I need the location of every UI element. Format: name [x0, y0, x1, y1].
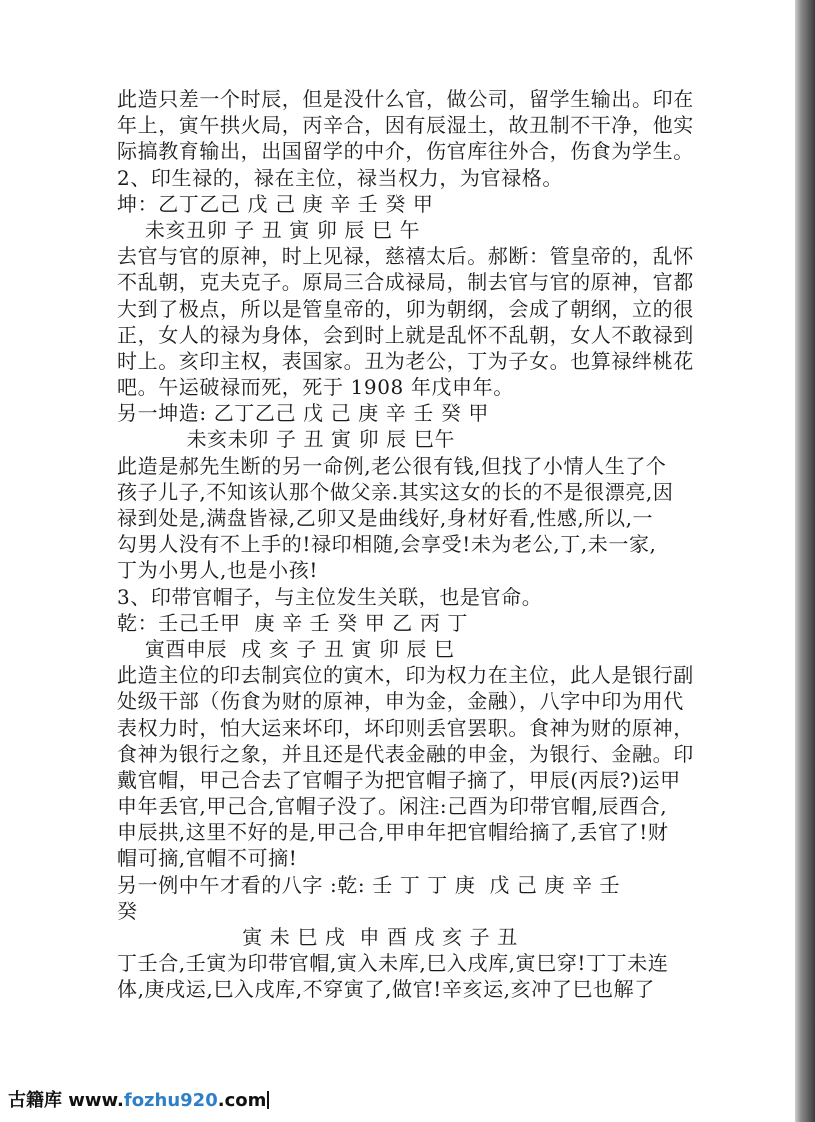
text-line: 体,庚戌运,巳入戌库,不穿寅了,做官!辛亥运,亥冲了巳也解了: [117, 977, 655, 1002]
text-line: 癸: [117, 898, 138, 923]
text-line: 戴官帽，甲己合去了官帽子为把官帽子摘了，甲辰(丙辰?)运甲: [117, 767, 681, 792]
text-line: 际搞教育输出，出国留学的中介，伤官库往外合，伤食为学生。: [117, 139, 694, 164]
text-body: [117, 86, 692, 1003]
text-line: 勾男人没有不上手的!禄印相随,会享受!未为老公,丁,未一家,: [117, 532, 657, 557]
text-line: 丁为小男人,也是小孩!: [117, 558, 318, 583]
footer-brand: 古籍库: [8, 1090, 62, 1111]
text-line: 不乱朝，克夫克子。原局三合成禄局，制去官与官的原神，官都: [117, 270, 694, 295]
text-line: 2、印生禄的，禄在主位，禄当权力，为官禄格。: [117, 165, 563, 190]
text-line: 此造主位的印去制宾位的寅木，印为权力在主位，此人是银行副: [117, 663, 694, 688]
text-line: 寅 未 巳 戌 申 酉 戌 亥 子 丑: [117, 925, 518, 949]
text-line: 坤：乙丁乙己 戊 己 庚 辛 壬 癸 甲: [117, 191, 434, 216]
text-line: 年上，寅午拱火局，丙辛合，因有辰湿土，故丑制不干净，他实: [117, 113, 694, 138]
text-line: 丁壬合,壬寅为印带官帽,寅入未库,巳入戌库,寅巳穿!丁丁未连: [117, 951, 669, 976]
text-line: 未亥丑卯 子 丑 寅 卯 辰 巳 午: [117, 217, 421, 242]
text-line: 未亥未卯 子 丑 寅 卯 辰 巳午: [117, 427, 455, 452]
text-line: 正，女人的禄为身体，会到时上就是乱怀不乱朝，女人不敢禄到: [117, 322, 694, 347]
text-line: 孩子儿子,不知该认那个做父亲.其实这女的长的不是很漂亮,因: [117, 479, 674, 504]
text-line: 禄到处是,满盘皆禄,乙卯又是曲线好,身材好看,性感,所以,一: [117, 506, 654, 530]
text-line: 另一坤造: 乙丁乙己 戊 己 庚 辛 壬 癸 甲: [117, 401, 489, 426]
page-edge-shadow: [795, 0, 815, 1122]
text-line: 寅酉申辰 戌 亥 子 丑 寅 卯 辰 巳: [117, 636, 455, 661]
text-line: 乾：壬己壬甲 庚 辛 壬 癸 甲 乙 丙 丁: [117, 610, 469, 635]
text-line: 此造是郝先生断的另一命例,老公很有钱,但找了小情人生了个: [117, 453, 667, 478]
text-line: 时上。亥印主权，表国家。丑为老公，丁为子女。也算禄绊桃花: [117, 348, 694, 373]
watermark-footer: [8, 1086, 269, 1112]
footer-url-highlight: fozhu920: [123, 1090, 218, 1111]
text-line: 大到了极点，所以是管皇帝的，卯为朝纲，会成了朝纲，立的很: [117, 296, 694, 321]
text-line: 申年丢官,甲己合,官帽子没了。闲注:己酉为印带官帽,辰酉合,: [117, 794, 668, 819]
text-line: 表权力时，怕大运来坏印，坏印则丢官罢职。食神为财的原神，: [117, 715, 694, 740]
text-line: 此造只差一个时辰，但是没什么官，做公司，留学生输出。印在: [117, 87, 694, 111]
text-line: 食神为银行之象，并且还是代表金融的申金，为银行、金融。印: [117, 741, 694, 766]
text-line: 处级干部（伤食为财的原神，申为金，金融），八字中印为用代: [117, 689, 684, 714]
text-line: 3、印带官帽子，与主位发生关联，也是官命。: [117, 584, 543, 609]
text-line: 另一例中午才看的八字 :乾: 壬 丁 丁 庚 戊 己 庚 辛 壬: [117, 872, 621, 897]
text-line: 吧。午运破禄而死，死于 1908 年戊申年。: [117, 375, 514, 400]
footer-url-suffix: .com: [217, 1090, 267, 1111]
footer-url-prefix: www.: [68, 1090, 124, 1111]
text-line: 申辰拱,这里不好的是,甲己合,甲申年把官帽给摘了,丢官了!财: [117, 820, 669, 845]
text-line: 帽可摘,官帽不可摘!: [117, 846, 298, 871]
text-cursor: [267, 1091, 269, 1109]
text-line: 去官与官的原神，时上见禄，慈禧太后。郝断：管皇帝的，乱怀: [117, 244, 694, 269]
